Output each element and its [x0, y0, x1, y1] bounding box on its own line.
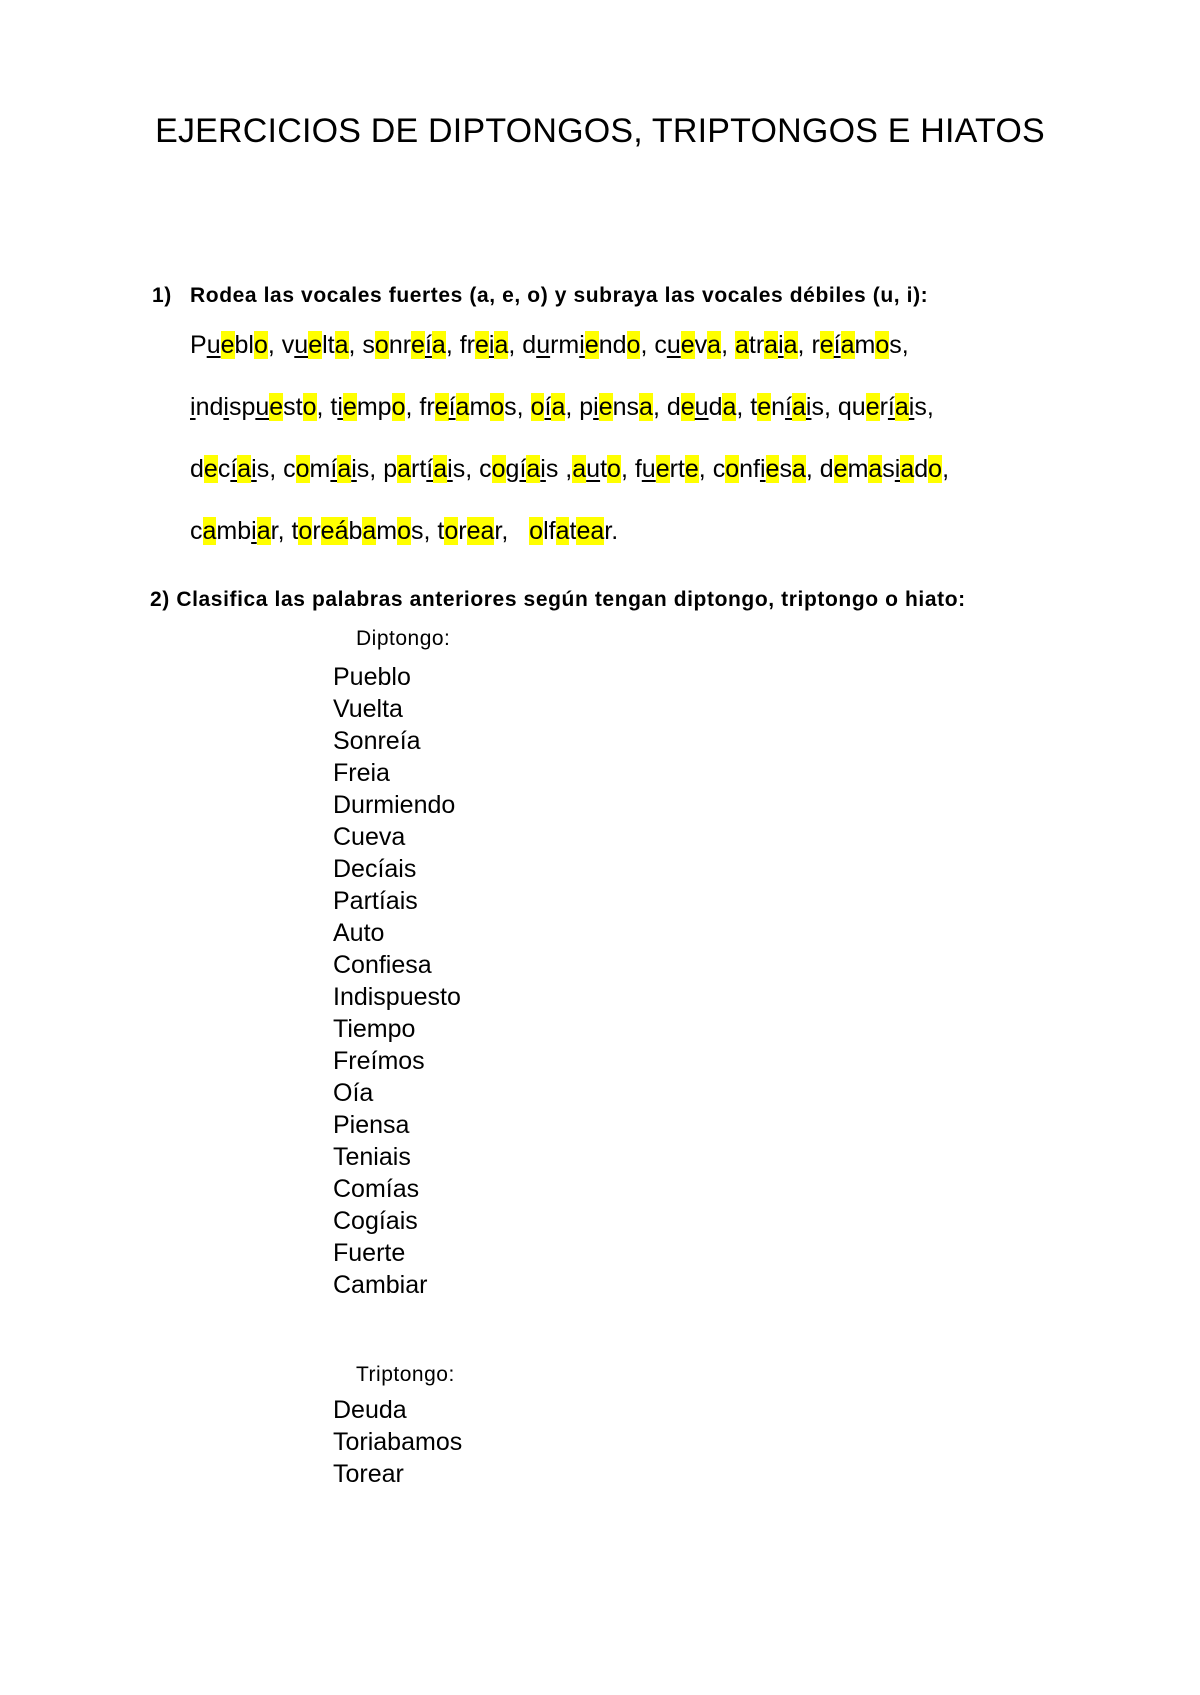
word-fragment: b	[348, 517, 363, 545]
strong-vowel-highlight: a	[868, 455, 883, 483]
weak-vowel-underline: u	[294, 331, 309, 359]
diptongo-word: Partíais	[333, 887, 418, 915]
strong-vowel-highlight: a	[572, 455, 587, 483]
weak-vowel-underline: i	[351, 455, 357, 483]
strong-vowel-highlight: o	[444, 517, 459, 545]
separator: ,	[348, 331, 363, 359]
marked-word	[362, 331, 445, 359]
strong-vowel-highlight: a	[526, 455, 541, 483]
word-fragment: nr	[388, 331, 412, 359]
separator: ,	[316, 393, 331, 421]
strong-vowel-highlight: a	[894, 393, 909, 421]
diptongo-word: Indispuesto	[333, 983, 461, 1011]
strong-vowel-highlight: a	[431, 331, 446, 359]
marked-word	[838, 393, 927, 421]
separator: ,	[942, 455, 950, 483]
word-fragment: ns	[612, 393, 640, 421]
weak-vowel-underline: í	[330, 455, 338, 483]
word-fragment: s	[545, 455, 559, 483]
word-fragment: lf	[543, 517, 556, 545]
weak-vowel-underline: i	[894, 455, 901, 483]
diptongo-word: Vuelta	[333, 695, 403, 723]
weak-vowel-underline: i	[759, 455, 766, 483]
marked-word	[750, 393, 824, 421]
strong-vowel-highlight: e	[833, 455, 848, 483]
separator: ,	[652, 393, 667, 421]
word-fragment: d	[819, 455, 834, 483]
diptongo-word: Auto	[333, 919, 385, 947]
word-fragment: tr	[748, 331, 765, 359]
diptongo-word: Cogíais	[333, 1207, 418, 1235]
diptongo-word: Freia	[333, 759, 390, 787]
strong-vowel-highlight: a	[397, 455, 412, 483]
strong-vowel-highlight: a	[783, 331, 798, 359]
word-fragment: m	[469, 393, 491, 421]
marked-word	[190, 517, 278, 545]
separator: ,	[926, 393, 934, 421]
word-fragment: c	[654, 331, 667, 359]
strong-vowel-highlight: e	[220, 331, 235, 359]
weak-vowel-underline: u	[255, 393, 270, 421]
weak-vowel-underline: i	[593, 393, 599, 421]
strong-vowel-highlight: e	[411, 331, 425, 359]
strong-vowel-highlight: a	[455, 393, 470, 421]
weak-vowel-underline: u	[536, 331, 551, 359]
triptongo-word: Deuda	[333, 1396, 407, 1424]
word-line	[190, 514, 1090, 576]
word-fragment: r	[879, 393, 888, 421]
word-fragment: m	[376, 517, 398, 545]
diptongo-word: Cueva	[333, 823, 406, 851]
weak-vowel-underline: í	[785, 393, 792, 421]
word-fragment: s	[356, 455, 370, 483]
weak-vowel-underline: í	[544, 393, 552, 421]
weak-vowel-underline: í	[230, 455, 238, 483]
separator: ,	[445, 331, 460, 359]
word-fragment: t	[569, 517, 577, 545]
weak-vowel-underline: u	[206, 331, 221, 359]
strong-vowel-highlight: a	[494, 331, 509, 359]
word-fragment: m	[854, 331, 876, 359]
diptongo-list	[333, 661, 461, 1301]
strong-vowel-highlight: o	[928, 455, 943, 483]
strong-vowel-highlight: a	[362, 517, 377, 545]
word-fragment: r	[458, 517, 467, 545]
diptongo-word: Cambiar	[333, 1271, 428, 1299]
strong-vowel-highlight: o	[374, 331, 389, 359]
marked-word	[460, 331, 509, 359]
strong-vowel-highlight: e	[865, 393, 880, 421]
word-fragment: s	[811, 393, 824, 421]
strong-vowel-highlight: e	[757, 393, 772, 421]
strong-vowel-highlight: e	[320, 517, 335, 545]
strong-vowel-highlight: a	[900, 455, 915, 483]
weak-vowel-underline: u	[586, 455, 601, 483]
strong-vowel-highlight: a	[337, 455, 352, 483]
weak-vowel-underline: i	[778, 331, 784, 359]
strong-vowel-highlight: o	[875, 331, 890, 359]
strong-vowel-highlight: e	[584, 331, 599, 359]
marked-word	[383, 455, 465, 483]
marked-word	[667, 393, 737, 421]
separator: ,	[423, 517, 438, 545]
word-fragment: rm	[550, 331, 580, 359]
word-fragment: t	[291, 517, 299, 545]
separator: ,	[269, 455, 284, 483]
separator: ,	[405, 393, 420, 421]
strong-vowel-highlight: e	[576, 517, 591, 545]
word-fragment: m	[309, 455, 331, 483]
word-fragment: r	[604, 517, 612, 545]
exercise-1-word-list	[190, 328, 1090, 576]
weak-vowel-underline: i	[251, 455, 257, 483]
word-fragment: s	[882, 455, 895, 483]
separator: ,	[620, 455, 635, 483]
word-fragment: s	[779, 455, 792, 483]
strong-vowel-highlight: a	[480, 517, 495, 545]
diptongo-word: Tiempo	[333, 1015, 416, 1043]
strong-vowel-highlight: e	[434, 393, 449, 421]
word-fragment: s	[411, 517, 424, 545]
separator: ,	[721, 331, 735, 359]
strong-vowel-highlight: a	[237, 455, 252, 483]
strong-vowel-highlight: á	[334, 517, 349, 545]
separator: ,	[698, 455, 713, 483]
strong-vowel-highlight: e	[308, 331, 323, 359]
triptongo-heading: Triptongo:	[356, 1363, 455, 1386]
separator: ,	[501, 517, 530, 545]
strong-vowel-highlight: a	[256, 517, 271, 545]
strong-vowel-highlight: e	[655, 455, 670, 483]
weak-vowel-underline: i	[805, 393, 812, 421]
word-fragment: qu	[837, 393, 866, 421]
word-fragment: rt	[411, 455, 427, 483]
word-fragment: nd	[598, 331, 627, 359]
word-fragment: fr	[419, 393, 435, 421]
word-fragment: d	[522, 331, 537, 359]
strong-vowel-highlight: e	[765, 455, 780, 483]
word-fragment: nf	[739, 455, 760, 483]
word-fragment: c	[217, 455, 231, 483]
page-title: EJERCICIOS DE DIPTONGOS, TRIPTONGOS E HIATOS	[155, 112, 1045, 150]
word-fragment: rt	[669, 455, 685, 483]
word-fragment: t	[600, 455, 608, 483]
marked-word	[713, 455, 806, 483]
diptongo-word: Comías	[333, 1175, 420, 1203]
separator: ,	[823, 393, 838, 421]
strong-vowel-highlight: a	[792, 393, 806, 421]
marked-word	[820, 455, 942, 483]
marked-word	[190, 331, 268, 359]
weak-vowel-underline: i	[908, 393, 915, 421]
strong-vowel-highlight: o	[490, 393, 505, 421]
word-fragment: sp	[228, 393, 256, 421]
marked-word	[330, 393, 405, 421]
marked-word	[531, 393, 566, 421]
word-fragment: s	[452, 455, 466, 483]
marked-word	[572, 455, 621, 483]
weak-vowel-underline: í	[887, 393, 895, 421]
separator: ,	[267, 331, 282, 359]
marked-word	[522, 331, 640, 359]
diptongo-word: Freímos	[333, 1047, 425, 1075]
exercise-1-instruction	[152, 284, 928, 308]
separator: ,	[736, 393, 751, 421]
strong-vowel-highlight: e	[475, 331, 489, 359]
separator: ,	[558, 455, 573, 483]
strong-vowel-highlight: o	[529, 517, 544, 545]
word-fragment: mp	[356, 393, 392, 421]
word-fragment: g	[505, 455, 520, 483]
marked-word	[291, 517, 423, 545]
strong-vowel-highlight: a	[764, 331, 779, 359]
weak-vowel-underline: i	[488, 331, 495, 359]
diptongo-heading: Diptongo:	[356, 627, 451, 650]
word-fragment: v	[694, 331, 708, 359]
exercise-1-text: Rodea las vocales fuertes (a, e, o) y subraya las vocales débiles (u, i):	[190, 284, 929, 307]
strong-vowel-highlight: o	[491, 455, 506, 483]
word-fragment: n	[771, 393, 786, 421]
separator: ,	[465, 455, 480, 483]
marked-word	[811, 331, 901, 359]
marked-word	[190, 393, 317, 421]
strong-vowel-highlight: e	[466, 517, 481, 545]
triptongo-word: Torear	[333, 1460, 404, 1488]
word-fragment: P	[190, 331, 207, 359]
word-fragment: t	[437, 517, 445, 545]
strong-vowel-highlight: a	[551, 393, 566, 421]
weak-vowel-underline: i	[579, 331, 585, 359]
diptongo-word: Sonreía	[333, 727, 421, 755]
word-fragment: p	[579, 393, 594, 421]
word-fragment: r	[494, 517, 502, 545]
weak-vowel-underline: u	[694, 393, 709, 421]
strong-vowel-highlight: e	[680, 393, 695, 421]
strong-vowel-highlight: e	[684, 455, 699, 483]
word-fragment: s	[362, 331, 375, 359]
strong-vowel-highlight: o	[302, 393, 317, 421]
diptongo-word: Confiesa	[333, 951, 432, 979]
strong-vowel-highlight: e	[203, 455, 218, 483]
word-fragment: t	[750, 393, 758, 421]
word-fragment: r	[270, 517, 278, 545]
strong-vowel-highlight: e	[598, 393, 613, 421]
strong-vowel-highlight: a	[840, 331, 855, 359]
strong-vowel-highlight: a	[433, 455, 448, 483]
separator: ,	[516, 393, 531, 421]
strong-vowel-highlight: a	[734, 331, 749, 359]
marked-word	[579, 393, 653, 421]
marked-word	[283, 455, 369, 483]
word-fragment: m	[847, 455, 869, 483]
word-fragment: d	[708, 393, 723, 421]
strong-vowel-highlight: o	[607, 455, 621, 483]
marked-word	[529, 517, 611, 545]
weak-vowel-underline: i	[337, 393, 343, 421]
strong-vowel-highlight: o	[626, 331, 641, 359]
word-fragment: d	[666, 393, 681, 421]
word-fragment: t	[330, 393, 338, 421]
word-fragment: st	[283, 393, 303, 421]
diptongo-word: Durmiendo	[333, 791, 456, 819]
marked-word	[735, 331, 798, 359]
separator: ,	[805, 455, 820, 483]
weak-vowel-underline: i	[540, 455, 546, 483]
exercise-2-instruction	[150, 588, 966, 612]
exercise-2-text: Clasifica las palabras anteriores según tengan diptongo, triptongo o hiato:	[176, 588, 966, 611]
word-fragment: nd	[195, 393, 224, 421]
strong-vowel-highlight: a	[334, 331, 349, 359]
word-fragment: d	[190, 455, 204, 483]
marked-word	[654, 331, 721, 359]
word-fragment: r	[312, 517, 321, 545]
weak-vowel-underline: í	[448, 393, 456, 421]
weak-vowel-underline: i	[223, 393, 229, 421]
diptongo-word: Pueblo	[333, 663, 411, 691]
strong-vowel-highlight: o	[253, 331, 268, 359]
word-fragment: s	[504, 393, 517, 421]
word-fragment: p	[383, 455, 398, 483]
diptongo-word: Teniais	[333, 1143, 411, 1171]
word-fragment: d	[914, 455, 929, 483]
word-fragment: s	[914, 393, 927, 421]
strong-vowel-highlight: a	[555, 517, 570, 545]
separator: ,	[797, 331, 812, 359]
marked-word	[437, 517, 501, 545]
separator: ,	[565, 393, 580, 421]
marked-word	[190, 455, 269, 483]
strong-vowel-highlight: o	[295, 455, 310, 483]
strong-vowel-highlight: o	[397, 517, 412, 545]
triptongo-word: Toriabamos	[333, 1428, 463, 1456]
strong-vowel-highlight: a	[791, 455, 806, 483]
word-fragment: c	[190, 517, 203, 545]
strong-vowel-highlight: a	[722, 393, 737, 421]
weak-vowel-underline: i	[447, 455, 453, 483]
separator: ,	[640, 331, 655, 359]
strong-vowel-highlight: a	[707, 331, 722, 359]
triptongo-list	[333, 1394, 462, 1490]
diptongo-word: Piensa	[333, 1111, 410, 1139]
weak-vowel-underline: i	[190, 393, 196, 421]
strong-vowel-highlight: a	[590, 517, 605, 545]
strong-vowel-highlight: e	[680, 331, 695, 359]
strong-vowel-highlight: a	[202, 517, 217, 545]
word-fragment: c	[712, 455, 726, 483]
separator: ,	[508, 331, 523, 359]
weak-vowel-underline: í	[519, 455, 527, 483]
word-fragment: v	[281, 331, 295, 359]
word-fragment: lt	[322, 331, 335, 359]
word-fragment: f	[634, 455, 642, 483]
word-fragment: r	[811, 331, 820, 359]
word-line	[190, 390, 1090, 452]
marked-word	[479, 455, 558, 483]
strong-vowel-highlight: o	[725, 455, 740, 483]
word-line	[190, 328, 1090, 390]
word-fragment: c	[283, 455, 296, 483]
diptongo-word: Fuerte	[333, 1239, 406, 1267]
strong-vowel-highlight: o	[530, 393, 545, 421]
separator: ,	[901, 331, 909, 359]
separator: .	[611, 517, 619, 545]
weak-vowel-underline: u	[666, 331, 681, 359]
separator: ,	[277, 517, 292, 545]
strong-vowel-highlight: o	[391, 393, 406, 421]
strong-vowel-highlight: e	[819, 331, 834, 359]
weak-vowel-underline: í	[424, 331, 432, 359]
word-fragment: bl	[234, 331, 254, 359]
strong-vowel-highlight: a	[639, 393, 653, 421]
strong-vowel-highlight: e	[342, 393, 357, 421]
word-fragment: fr	[459, 331, 475, 359]
word-fragment: c	[479, 455, 492, 483]
weak-vowel-underline: í	[833, 331, 841, 359]
exercise-2-number: 2)	[150, 588, 170, 611]
marked-word	[419, 393, 516, 421]
word-line	[190, 452, 1090, 514]
diptongo-word: Decíais	[333, 855, 417, 883]
strong-vowel-highlight: o	[298, 517, 313, 545]
separator: ,	[369, 455, 384, 483]
strong-vowel-highlight: e	[269, 393, 284, 421]
word-fragment: s	[256, 455, 270, 483]
word-fragment: mb	[216, 517, 252, 545]
weak-vowel-underline: í	[426, 455, 434, 483]
diptongo-word: Oía	[333, 1079, 374, 1107]
marked-word	[635, 455, 699, 483]
weak-vowel-underline: u	[641, 455, 656, 483]
exercise-1-number: 1)	[152, 284, 172, 307]
word-fragment: s	[889, 331, 902, 359]
weak-vowel-underline: i	[251, 517, 257, 545]
marked-word	[282, 331, 349, 359]
